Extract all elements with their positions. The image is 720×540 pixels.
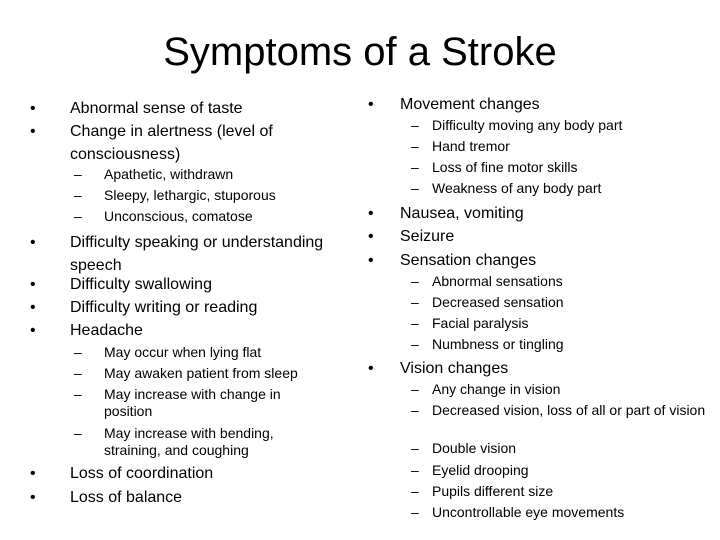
sub-item-text: Difficulty moving any body part (432, 117, 623, 133)
sub-item-text: Any change in vision (432, 381, 561, 397)
item-text: Abnormal sense of taste (70, 100, 243, 117)
item-text: Loss of coordination (70, 465, 214, 482)
dash-icon: – (74, 208, 82, 224)
sub-item-text: Abnormal sensations (432, 273, 563, 289)
bullet-icon: • (30, 489, 36, 506)
list-item (30, 486, 340, 509)
bullet-icon: • (368, 252, 374, 269)
item-text: Movement changes (400, 96, 540, 113)
sub-item (411, 462, 711, 479)
list-item (368, 249, 708, 272)
item-text: Difficulty speaking or understanding speech (70, 234, 324, 274)
sub-item (411, 294, 711, 311)
dash-icon: – (411, 138, 419, 154)
bullet-icon: • (368, 96, 374, 113)
dash-icon: – (411, 483, 419, 499)
sub-item (74, 386, 344, 420)
bullet-icon: • (30, 465, 36, 482)
dash-icon: – (411, 402, 419, 418)
dash-icon: – (411, 159, 419, 175)
sub-item-text: May awaken patient from sleep (104, 365, 298, 381)
sub-item (74, 187, 344, 204)
dash-icon: – (411, 273, 419, 289)
dash-icon: – (74, 365, 82, 381)
sub-item (411, 138, 711, 155)
sub-item (411, 381, 711, 398)
dash-icon: – (74, 425, 82, 441)
sub-item (411, 504, 711, 521)
sub-item (411, 402, 711, 419)
item-text: Difficulty writing or reading (70, 299, 258, 316)
bullet-icon: • (30, 276, 36, 293)
item-text: Seizure (400, 228, 455, 245)
sub-item (74, 166, 344, 183)
dash-icon: – (411, 117, 419, 133)
dash-icon: – (74, 166, 82, 182)
sub-item-text: May increase with bending, straining, and coughing (104, 425, 274, 458)
item-text: Change in alertness (level of consciousness) (70, 123, 273, 163)
sub-item-text: May increase with change in position (104, 386, 281, 419)
dash-icon: – (411, 462, 419, 478)
sub-item-text: Loss of fine motor skills (432, 159, 578, 175)
sub-item (74, 208, 344, 225)
sub-item-text: Pupils different size (432, 483, 554, 499)
list-item (30, 462, 340, 485)
sub-item-text: Eyelid drooping (432, 462, 529, 478)
item-text: Nausea, vomiting (400, 205, 524, 222)
dash-icon: – (74, 344, 82, 360)
sub-item (411, 180, 711, 197)
sub-item-text: Double vision (432, 440, 517, 456)
list-item (30, 273, 340, 296)
list-item (368, 357, 708, 380)
item-text: Loss of balance (70, 489, 183, 506)
sub-item-text: Numbness or tingling (432, 336, 564, 352)
sub-item (74, 425, 344, 459)
sub-item (411, 483, 711, 500)
sub-item-text: Hand tremor (432, 138, 510, 154)
dash-icon: – (411, 315, 419, 331)
sub-item (411, 336, 711, 353)
bullet-icon: • (30, 123, 36, 140)
bullet-icon: • (30, 234, 36, 251)
bullet-icon: • (30, 322, 36, 339)
list-item (368, 93, 708, 116)
dash-icon: – (411, 440, 419, 456)
item-text: Difficulty swallowing (70, 276, 212, 293)
list-item (30, 231, 360, 277)
dash-icon: – (411, 294, 419, 310)
bullet-icon: • (368, 360, 374, 377)
list-item (30, 97, 340, 120)
sub-item-text: Decreased sensation (432, 294, 564, 310)
sub-item (74, 344, 344, 361)
list-item (30, 319, 340, 342)
dash-icon: – (411, 180, 419, 196)
bullet-icon: • (30, 299, 36, 316)
sub-item (411, 273, 711, 290)
sub-item (411, 440, 711, 457)
sub-item-text: May occur when lying flat (104, 344, 262, 360)
dash-icon: – (411, 504, 419, 520)
sub-item-text: Sleepy, lethargic, stuporous (104, 187, 276, 203)
bullet-icon: • (30, 100, 36, 117)
sub-item (411, 159, 711, 176)
sub-item (411, 315, 711, 332)
sub-item-text: Facial paralysis (432, 315, 529, 331)
bullet-icon: • (368, 228, 374, 245)
list-item (30, 120, 340, 166)
sub-item-text: Apathetic, withdrawn (104, 166, 234, 182)
item-text: Sensation changes (400, 252, 537, 269)
list-item (368, 202, 708, 225)
dash-icon: – (411, 381, 419, 397)
list-item (368, 225, 708, 248)
bullet-icon: • (368, 205, 374, 222)
dash-icon: – (411, 336, 419, 352)
dash-icon: – (74, 187, 82, 203)
dash-icon: – (74, 386, 82, 402)
sub-item-text: Unconscious, comatose (104, 208, 253, 224)
sub-item-text: Decreased vision, loss of all or part of vision (432, 402, 706, 418)
sub-item-text: Uncontrollable eye movements (432, 504, 625, 520)
slide-title: Symptoms of a Stroke (163, 30, 557, 74)
sub-item-text: Weakness of any body part (432, 180, 602, 196)
sub-item (411, 117, 711, 134)
item-text: Headache (70, 322, 143, 339)
list-item (30, 296, 340, 319)
item-text: Vision changes (400, 360, 509, 377)
sub-item (74, 365, 344, 382)
